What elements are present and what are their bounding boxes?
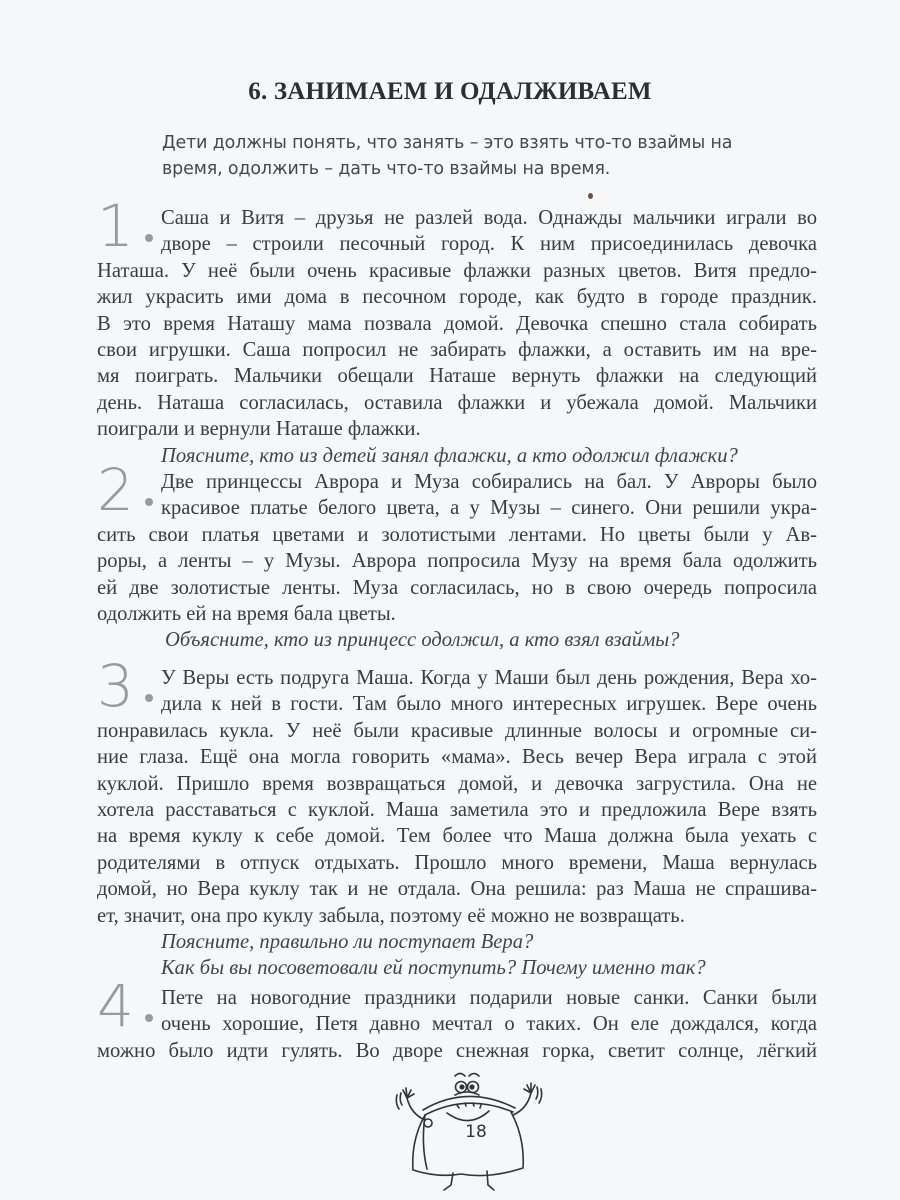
task-2 [97,456,817,654]
intro-line: время, одолжить – дать что-то взаймы на время. [162,159,611,179]
task-text [97,469,817,654]
task-text [97,205,817,469]
task-4 [97,972,817,1064]
task-number: 4 [97,977,134,1035]
text-line: ет, значит, она про куклу забыла, поэтому её можно не возвращать. [97,904,685,927]
text-line: домой, но Вера куклу так и не отдала. Она решила: раз Маша не спрашива- [97,878,817,901]
intro-line: Дети должны понять, что занять – это взять что-то взаймы на [162,133,733,153]
task-text [97,985,817,1064]
text-line: дила к ней в гости. Там было много интересных игрушек. Вере очень [161,693,817,716]
text-line: ей две золотистые ленты. Муза согласилась, но в свою очередь попросила [97,576,817,599]
text-line: понравилась кукла. У неё были красивые длинные волосы и огромные си- [97,719,817,742]
text-line: Саша и Витя – друзья не разлей вода. Однажды мальчики играли во [161,207,817,229]
task-1 [97,192,817,469]
text-line: У Веры есть подруга Маша. Когда у Маши был день рождения, Вера хо- [161,667,817,689]
text-line: одолжить ей на время бала цветы. [97,603,396,626]
task-text [97,665,817,982]
text-line: В это время Наташу мама позвала домой. Девочка спешно стала собирать [97,312,817,335]
text-line: красивое платье белого цвета, а у Музы – синего. Они решили укра- [161,497,817,520]
text-line: дворе – строили песочный город. К ним присоединилась девочка [161,233,817,256]
text-line: Пете на новогодние праздники подарили новые санки. Санки были [161,987,817,1009]
text-line: очень хорошие, Петя давно мечтал о таких. Он еле дождался, когда [161,1013,817,1036]
text-line: ние глаза. Ещё она могла говорить «мама». Весь вечер Вера играла с этой [97,746,817,769]
task-3 [97,652,817,982]
text-line: Наташа. У неё были очень красивые флажки разных цветов. Витя предло- [97,259,817,282]
task-question: Поясните, кто из детей занял флажки, а кто одолжил флажки? [161,444,738,467]
print-speck [588,193,593,199]
text-line: свои игрушки. Саша попросил не забирать флажки, а оставить им на вре- [97,339,817,362]
text-line: родителями в отпуск отдыхать. Прошло много времени, Маша вернулась [97,851,817,874]
intro-paragraph [162,130,782,182]
text-line: день. Наташа согласилась, оставила флажки и убежала домой. Мальчики [97,391,817,414]
text-line: роры, а ленты – у Музы. Аврора попросила Музу на время бала одолжить [97,550,817,573]
task-number: 1 [97,197,134,255]
text-line: на время куклу к себе домой. Тем более что Маша должна была уехать с [97,825,817,848]
page-number: 18 [465,1122,487,1142]
text-line: жил украсить ими дома в песочном городе, как будто в городе праздник. [97,286,817,309]
text-line: поиграли и вернули Наташе флажки. [97,418,421,441]
task-question: Как бы вы посоветовали ей поступить? Почему именно так? [161,957,706,980]
section-title: 6. ЗАНИМАЕМ И ОДАЛЖИВАЕМ [248,78,652,105]
text-line: можно было идти гулять. Во дворе снежная горка, светит солнце, лёгкий [97,1039,817,1062]
task-question: Поясните, правильно ли поступает Вера? [161,931,534,954]
text-line: Две принцессы Аврора и Муза собирались на бал. У Авроры было [161,471,817,493]
text-line: куклой. Пришло время возвращаться домой, и девочка загрустила. Она не [97,772,817,795]
text-line: хотела расставаться с куклой. Маша заметила это и предложила Вере взять [97,799,817,822]
text-line: мя поиграть. Мальчики обещали Наташе вернуть флажки на следующий [97,365,817,388]
task-number: 2 [97,461,134,519]
text-line: сить свои платья цветами и золотистыми лентами. Но цветы были у Ав- [97,523,817,546]
task-number: 3 [97,657,134,715]
task-question: Объясните, кто из принцесс одолжил, а кто взял взаймы? [165,629,680,652]
